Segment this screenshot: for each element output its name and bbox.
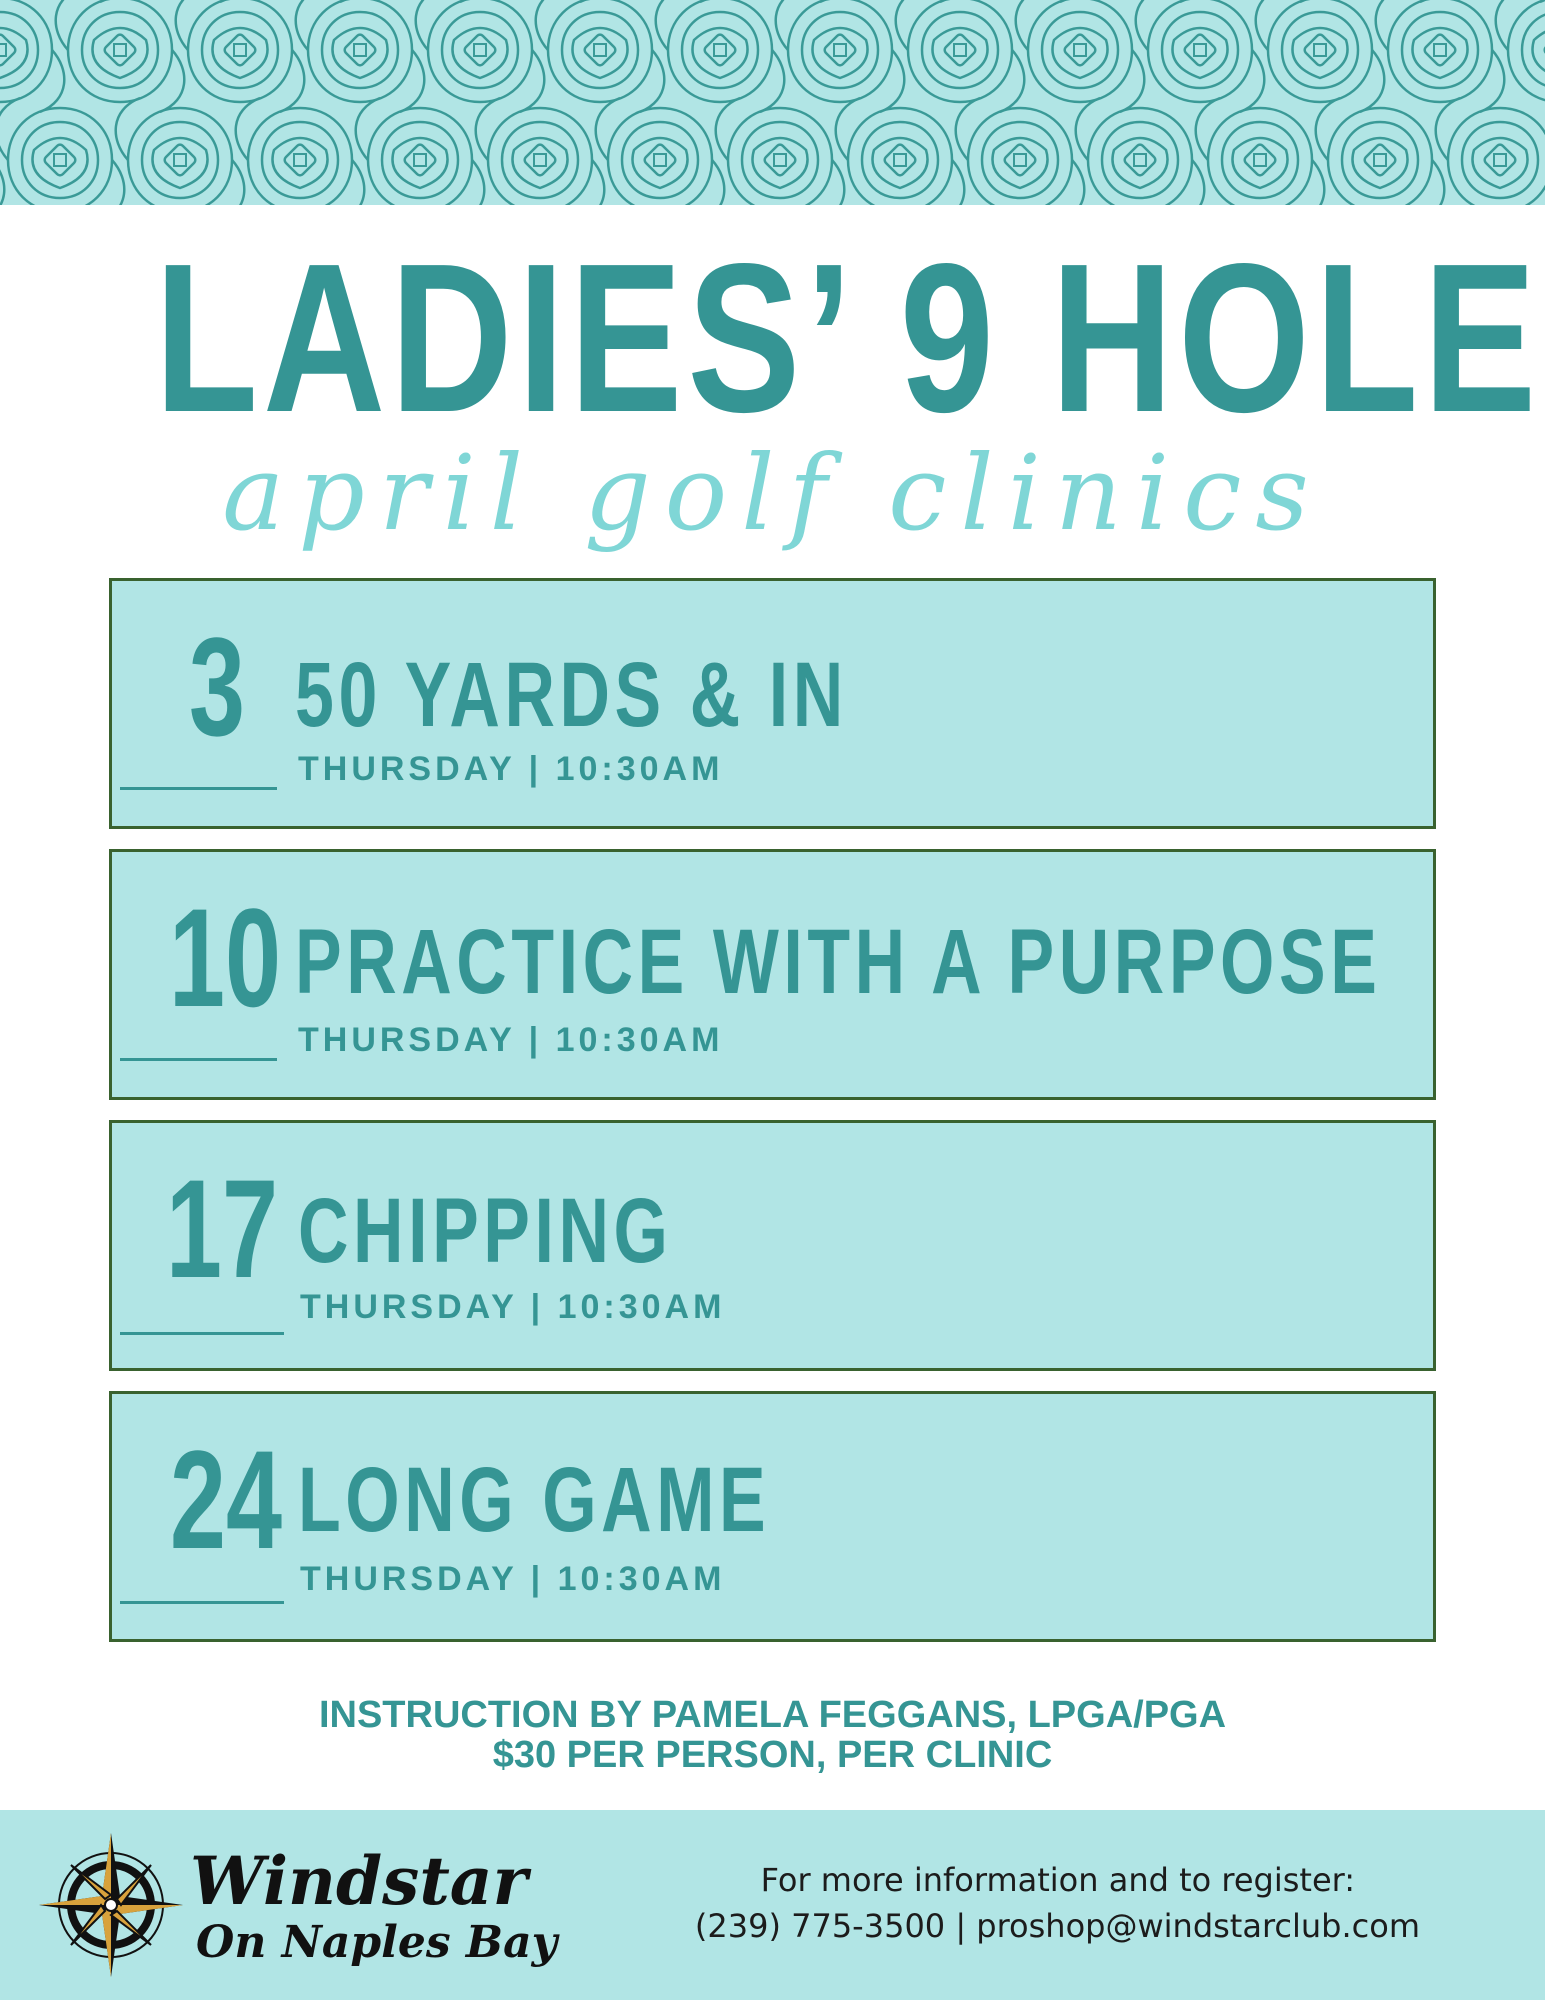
floral-tile	[1076, 98, 1205, 205]
instructor-line: INSTRUCTION BY PAMELA FEGGANS, LPGA/PGA	[318, 1694, 1227, 1736]
price-line: $30 PER PERSON, PER CLINIC	[492, 1734, 1053, 1776]
clinic-card	[109, 578, 1436, 829]
floral-tile	[1136, 0, 1265, 112]
date-underline	[120, 787, 277, 790]
date-underline	[120, 1332, 284, 1335]
floral-tile	[0, 0, 4, 2]
clinic-title: LONG GAME	[298, 1449, 771, 1551]
footer	[0, 1810, 1545, 2000]
clinic-date: 10	[168, 879, 282, 1036]
page-subtitle: april golf clinics	[222, 432, 1323, 554]
floral-tile	[656, 0, 785, 112]
clinic-card	[109, 1391, 1436, 1642]
clinic-card	[109, 1120, 1436, 1371]
floral-tile	[1436, 98, 1545, 205]
floral-tile	[236, 98, 365, 205]
clinic-date: 17	[165, 1150, 279, 1307]
floral-tile	[1376, 0, 1505, 112]
date-underline	[120, 1058, 277, 1061]
floral-tile	[476, 98, 605, 205]
floral-tile	[1316, 98, 1445, 205]
clinic-time: THURSDAY | 10:30AM	[298, 1021, 724, 1059]
floral-tile	[176, 0, 305, 112]
page-title: LADIES’ 9 HOLE	[154, 219, 1542, 456]
floral-tile	[596, 98, 725, 205]
floral-tile	[1016, 0, 1145, 112]
clinic-date: 24	[169, 1421, 283, 1578]
contact-details[interactable]: (239) 775-3500 | proshop@windstarclub.com	[694, 1907, 1420, 1945]
floral-tile	[296, 0, 425, 112]
floral-tile	[896, 0, 1025, 112]
floral-tile	[536, 0, 665, 112]
floral-tile	[0, 98, 124, 205]
floral-tile	[356, 98, 485, 205]
compass-rose-icon	[36, 1830, 186, 1985]
floral-pattern-icon	[0, 0, 1545, 205]
contact-intro: For more information and to register:	[760, 1861, 1355, 1899]
floral-tile	[1196, 98, 1325, 205]
clinic-date: 3	[188, 608, 246, 765]
clinic-card	[109, 849, 1436, 1100]
clinic-time: THURSDAY | 10:30AM	[300, 1560, 726, 1598]
floral-tile	[716, 98, 845, 205]
floral-tile	[776, 0, 905, 112]
clinic-title: 50 YARDS & IN	[295, 644, 848, 746]
brand-name: Windstar	[190, 1842, 528, 1920]
floral-tile	[1496, 0, 1545, 112]
floral-tile	[1256, 0, 1385, 112]
floral-pattern-banner	[0, 0, 1545, 205]
date-underline	[120, 1601, 284, 1604]
brand-subtitle: On Naples Bay	[196, 1917, 558, 1968]
floral-tile	[416, 0, 545, 112]
clinic-title: PRACTICE WITH A PURPOSE	[295, 911, 1382, 1013]
floral-tile	[56, 0, 185, 112]
floral-tile	[116, 98, 245, 205]
clinic-time: THURSDAY | 10:30AM	[298, 750, 724, 788]
clinic-title: CHIPPING	[298, 1180, 673, 1282]
floral-tile	[836, 98, 965, 205]
floral-tile	[956, 98, 1085, 205]
clinic-time: THURSDAY | 10:30AM	[300, 1288, 726, 1326]
floral-tile	[0, 0, 64, 112]
